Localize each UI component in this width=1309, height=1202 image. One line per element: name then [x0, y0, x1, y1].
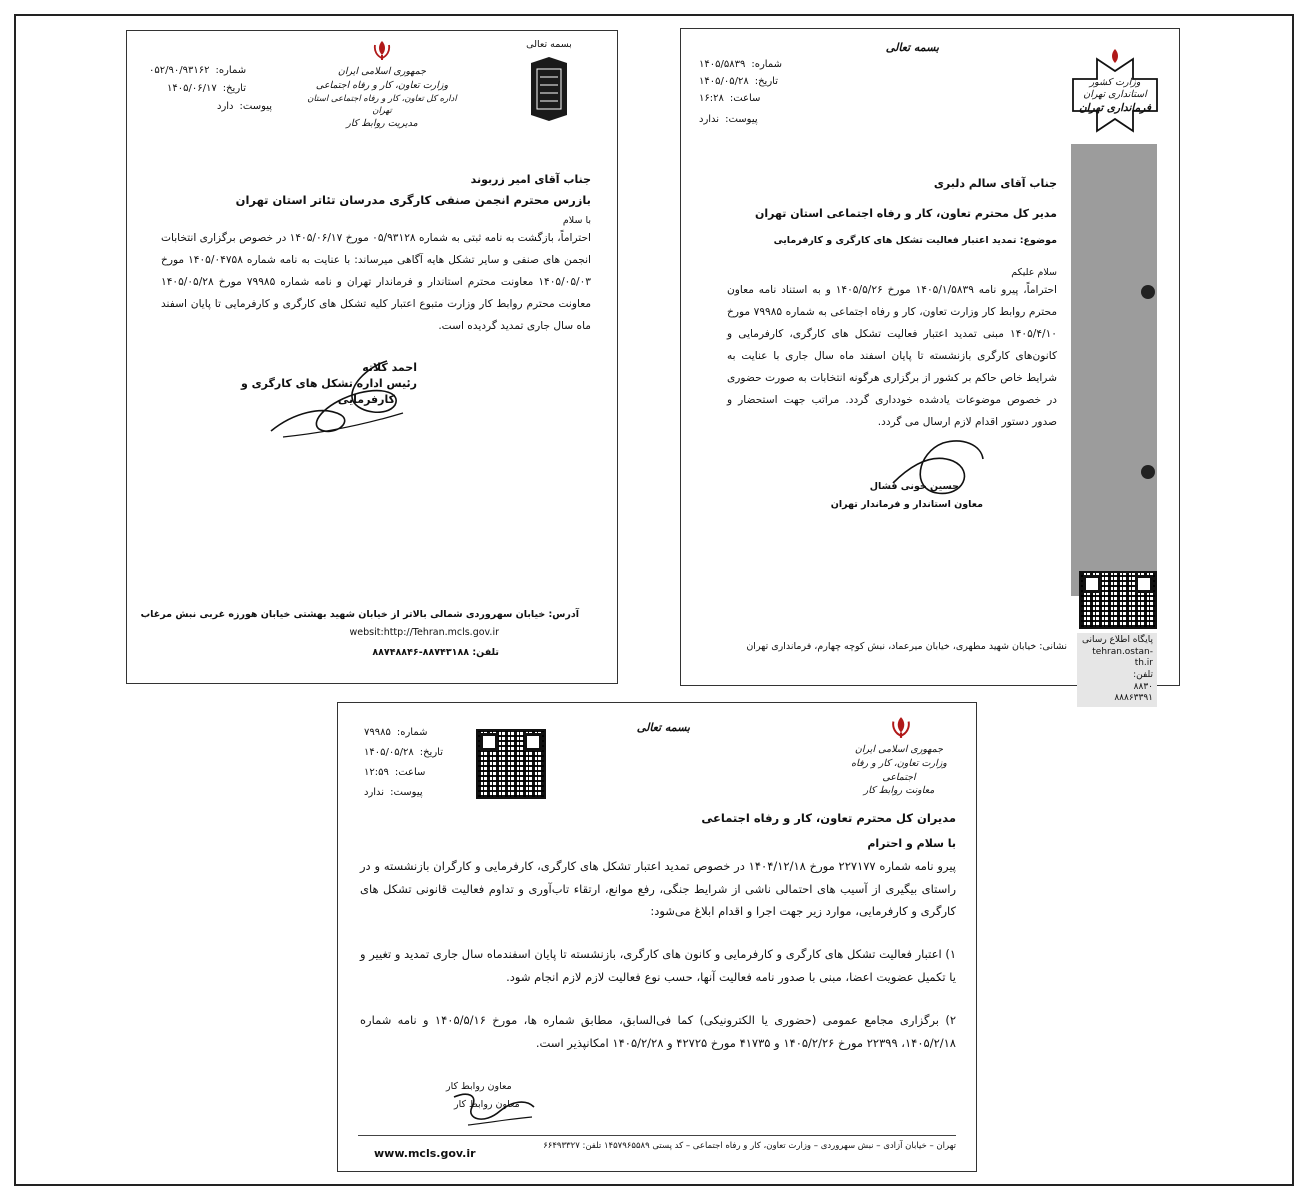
meta-label: تاریخ:: [222, 83, 246, 94]
footer-address: آدرس: خیابان سهروردی شمالی بالاتر از خیابان شهید بهشتی خیابان هورزه غربی نبش مرغاب: [140, 609, 579, 620]
meta-value: ۱۴۰۵/۵۸۳۹: [699, 59, 746, 70]
bismillah: بسمه تعالی: [885, 41, 939, 54]
meta-date: [699, 76, 778, 87]
side-info-line: تلفن:: [1133, 670, 1153, 681]
meta-value: ۰۵۲/۹۰/۹۳۱۶۲: [149, 65, 210, 76]
meta-label: پیوست:: [725, 114, 758, 125]
iran-emblem-icon: [372, 39, 392, 61]
recipient-title: مدیران کل محترم تعاون، کار و رفاه اجتماعی: [701, 811, 956, 825]
punch-hole: [1141, 285, 1155, 299]
org-line: جمهوری اسلامی ایران: [854, 744, 944, 755]
subject-line: موضوع: تمدید اعتبار فعالیت تشکل های کارگری و کارفرمایی: [773, 235, 1057, 246]
iran-emblem-icon: [890, 715, 912, 739]
punch-hole: [1141, 465, 1155, 479]
qr-code: [1079, 571, 1157, 629]
org-line: معاونت روابط کار: [863, 785, 935, 797]
side-info-line: پایگاه اطلاع رسانی: [1082, 635, 1153, 645]
org-line: اداره کل تعاون، کار و رفاه اجتماعی استان تهران: [307, 93, 457, 116]
signer-title: معاون استاندار و فرماندار تهران: [830, 499, 983, 510]
meta-value: دارد: [217, 101, 234, 112]
recipient-title: مدیر کل محترم تعاون، کار و رفاه اجتماعی استان تهران: [754, 207, 1057, 220]
footer-website: www.mcls.gov.ir: [374, 1147, 476, 1160]
org-line: مدیریت روابط کار: [346, 118, 418, 130]
signer-name: حسین خونی فشال: [869, 481, 959, 492]
letter-item-1: ۱) اعتبار فعالیت تشکل های کارگری و کارفرمایی و کانون های کارگری، بازنشسته تا پایان اسفندماه سال جاری تمدید و تغییر و یا تکمیل عضویت اعضا، مبنی با صدور نامه فعالیت آنها، حسب نوع فعالیت لازم لازم انجام شود.: [360, 947, 956, 984]
meta-value: ۱۴۰۵/۰۶/۱۷: [167, 83, 217, 94]
meta-value: ۱۶:۲۸: [699, 93, 724, 104]
org-line: استانداری تهران: [1083, 89, 1147, 101]
meta-attachment: [364, 787, 423, 798]
letter-tehran-governorate: [680, 28, 1180, 704]
meta-value: ۱۲:۵۹: [364, 767, 389, 778]
greeting: با سلام و احترام: [867, 837, 956, 850]
meta-value: ندارد: [699, 114, 720, 125]
meta-label: شماره:: [215, 65, 247, 76]
meta-value: ندارد: [364, 787, 385, 798]
org-line: وزارت کشور: [1089, 77, 1141, 88]
signer-title: کارفرمایی: [337, 393, 395, 406]
meta-label: ساعت:: [729, 93, 761, 104]
meta-attachment: [217, 101, 272, 112]
letter-item-2: ۲) برگزاری مجامع عمومی (حضوری یا الکترونیکی) کما فی‌السابق، مطابق شماره ها، مورخ ۱۴۰۵/۵/۱۶ و نامه شماره ۱۴۰۵/۲/۱۸، ۲۲۳۹۹ مورخ ۱۴۰۵/۲/۲۶ و ۴۱۷۳۵ مورخ ۴۲۷۲۵ و ۱۴۰۵/۲/۲۸ امکانپذیر است.: [360, 1013, 956, 1050]
bismillah: بسمه تعالی: [636, 721, 690, 734]
org-header: [307, 65, 457, 131]
scan-margin-bar: [1071, 144, 1157, 596]
meta-value: ۷۹۹۸۵: [364, 727, 391, 738]
greeting: سلام علیکم: [1011, 267, 1057, 278]
meta-time: [699, 93, 760, 104]
meta-label: تاریخ:: [419, 747, 443, 758]
org-line: جمهوری اسلامی ایران: [337, 66, 427, 77]
meta-number: [149, 65, 246, 76]
meta-label: تاریخ:: [754, 76, 778, 87]
recipient-name: جناب آقای امیر زربوند: [470, 173, 591, 186]
recipient-title: بازرس محترم انجمن صنفی کارگری مدرسان تئاتر استان تهران: [235, 193, 591, 207]
signer-title: رئیس اداره تشکل های کارگری و: [240, 377, 417, 390]
footer-divider: [358, 1135, 956, 1136]
org-header: [840, 743, 958, 798]
meta-number: [364, 727, 428, 738]
letter-body: احتراماً، بازگشت به نامه ثبتی به شماره ۰۵/۹۳۱۲۸ مورخ ۱۴۰۵/۰۶/۱۷ در خصوص برگزاری انتخابات انجمن های صنفی و سایر تشکل هایه آگاهی میرساند: با عنایت به نامه شماره ۱۴۰۵/۰۴۷۵۸ مورخ ۱۴۰۵/۰۵/۰۳ معاونت محترم استاندار و فرماندار تهران و نامه شماره ۷۹۹۸۵ مورخ ۱۴۰۵/۰۵/۲۸ معاونت محترم روابط کار وزارت متبوع اعتبار کلیه تشکل های کارگری و کارفرمایی تا پایان اسفند ماه سال جاری تمدید گردیده است.: [161, 232, 591, 332]
bismillah: بسمه تعالی: [526, 39, 572, 50]
signer-title: معاون روابط کار: [446, 1081, 512, 1092]
meta-date: [167, 83, 246, 94]
letter-body: پیرو نامه شماره ۲۲۷۱۷۷ مورخ ۱۴۰۴/۱۲/۱۸ در خصوص تمدید اعتبار تشکل های کارگری، کارفرمایی و کارگران بازنشسته و در راستای بیگیری از آسیب های احتمالی ناشی از شرایط جنگی، رفع موانع، ارتقاء تاب‌آوری و تداوم فعالیت قانونی تشکل های کارگری و کارفرمایی، موارد زیر جهت اجرا و اقدام ابلاغ می‌شود:: [360, 859, 957, 918]
qr-code: [476, 729, 546, 799]
org-line: فرمانداری تهران: [1078, 101, 1152, 114]
signer-name: احمد کلاته: [362, 361, 417, 374]
org-line: وزارت تعاون، کار و رفاه اجتماعی: [315, 79, 449, 91]
letter-body: احتراماً، پیرو نامه ۱۴۰۵/۱/۵۸۳۹ مورخ ۱۴۰۵/۵/۲۶ و به استناد نامه معاون محترم روابط کار وزارت تعاون، کار و رفاه اجتماعی به شماره ۷۹۹۸۵ مورخ ۱۴۰۵/۴/۱۰ مبنی تمدید اعتبار فعالیت تشکل های کارگری، کارفرمایی و کانون‌های کارگری بازنشسته تا پایان اسفند ماه سال جاری با عنایت به شرایط خاص حاکم بر کشور از برگزاری هرگونه انتخابات به صورت حضوری در خصوص موضوعات یادشده خودداری گردد. مراتب جهت استحضار و صدور دستور اقدام لازم ارسال می گردد.: [727, 284, 1057, 428]
side-info-line: ۸۸۸۶۳۳۹۱: [1114, 693, 1153, 704]
signer-title: معاون روابط کار: [454, 1099, 520, 1110]
meta-label: پیوست:: [390, 787, 423, 798]
footer-website: websit:http://Tehran.mcls.gov.ir: [349, 627, 499, 638]
meta-label: شماره:: [751, 59, 782, 70]
footer-address: نشانی: خیابان شهید مطهری، خیابان میرعماد، نبش کوچه چهارم، فرمانداری تهران: [746, 641, 1067, 652]
letter-labor-relations-deputy: [337, 702, 977, 1172]
side-info-line: ۸۸۳۰: [1133, 681, 1153, 692]
handwritten-signature: [263, 353, 413, 443]
meta-label: پیوست:: [239, 101, 273, 112]
side-info-box: [1077, 633, 1157, 707]
meta-date: [364, 747, 443, 758]
recipient-name: جناب آقای سالم دلبری: [933, 177, 1057, 190]
org-header: [1073, 77, 1157, 115]
meta-value: ۱۴۰۵/۰۵/۲۸: [699, 76, 749, 87]
meta-label: ساعت:: [394, 767, 426, 778]
footer-address: تهران – خیابان آزادی – نبش سهروردی – وزارت تعاون، کار و رفاه اجتماعی – کد پستی ۱۴۵۷۹۶۵۵۸۹ تلفن: ۶۶۴۹۳۳۲۷: [543, 1141, 956, 1151]
meta-time: [364, 767, 425, 778]
footer-phone: تلفن: ۸۸۷۴۳۱۸۸-۸۸۷۴۸۸۴۶: [372, 647, 499, 658]
org-line: وزارت تعاون، کار و رفاه اجتماعی: [851, 757, 947, 783]
side-info-line: tehran.ostan-th.ir: [1092, 646, 1153, 669]
meta-attachment: [699, 114, 758, 125]
ministry-seal-icon: [527, 57, 571, 121]
meta-value: ۱۴۰۵/۰۵/۲۸: [364, 747, 414, 758]
greeting: با سلام: [562, 215, 591, 226]
letter-labor-ministry-tehran: [126, 30, 618, 684]
meta-label: شماره:: [396, 727, 428, 738]
meta-number: [699, 59, 782, 70]
